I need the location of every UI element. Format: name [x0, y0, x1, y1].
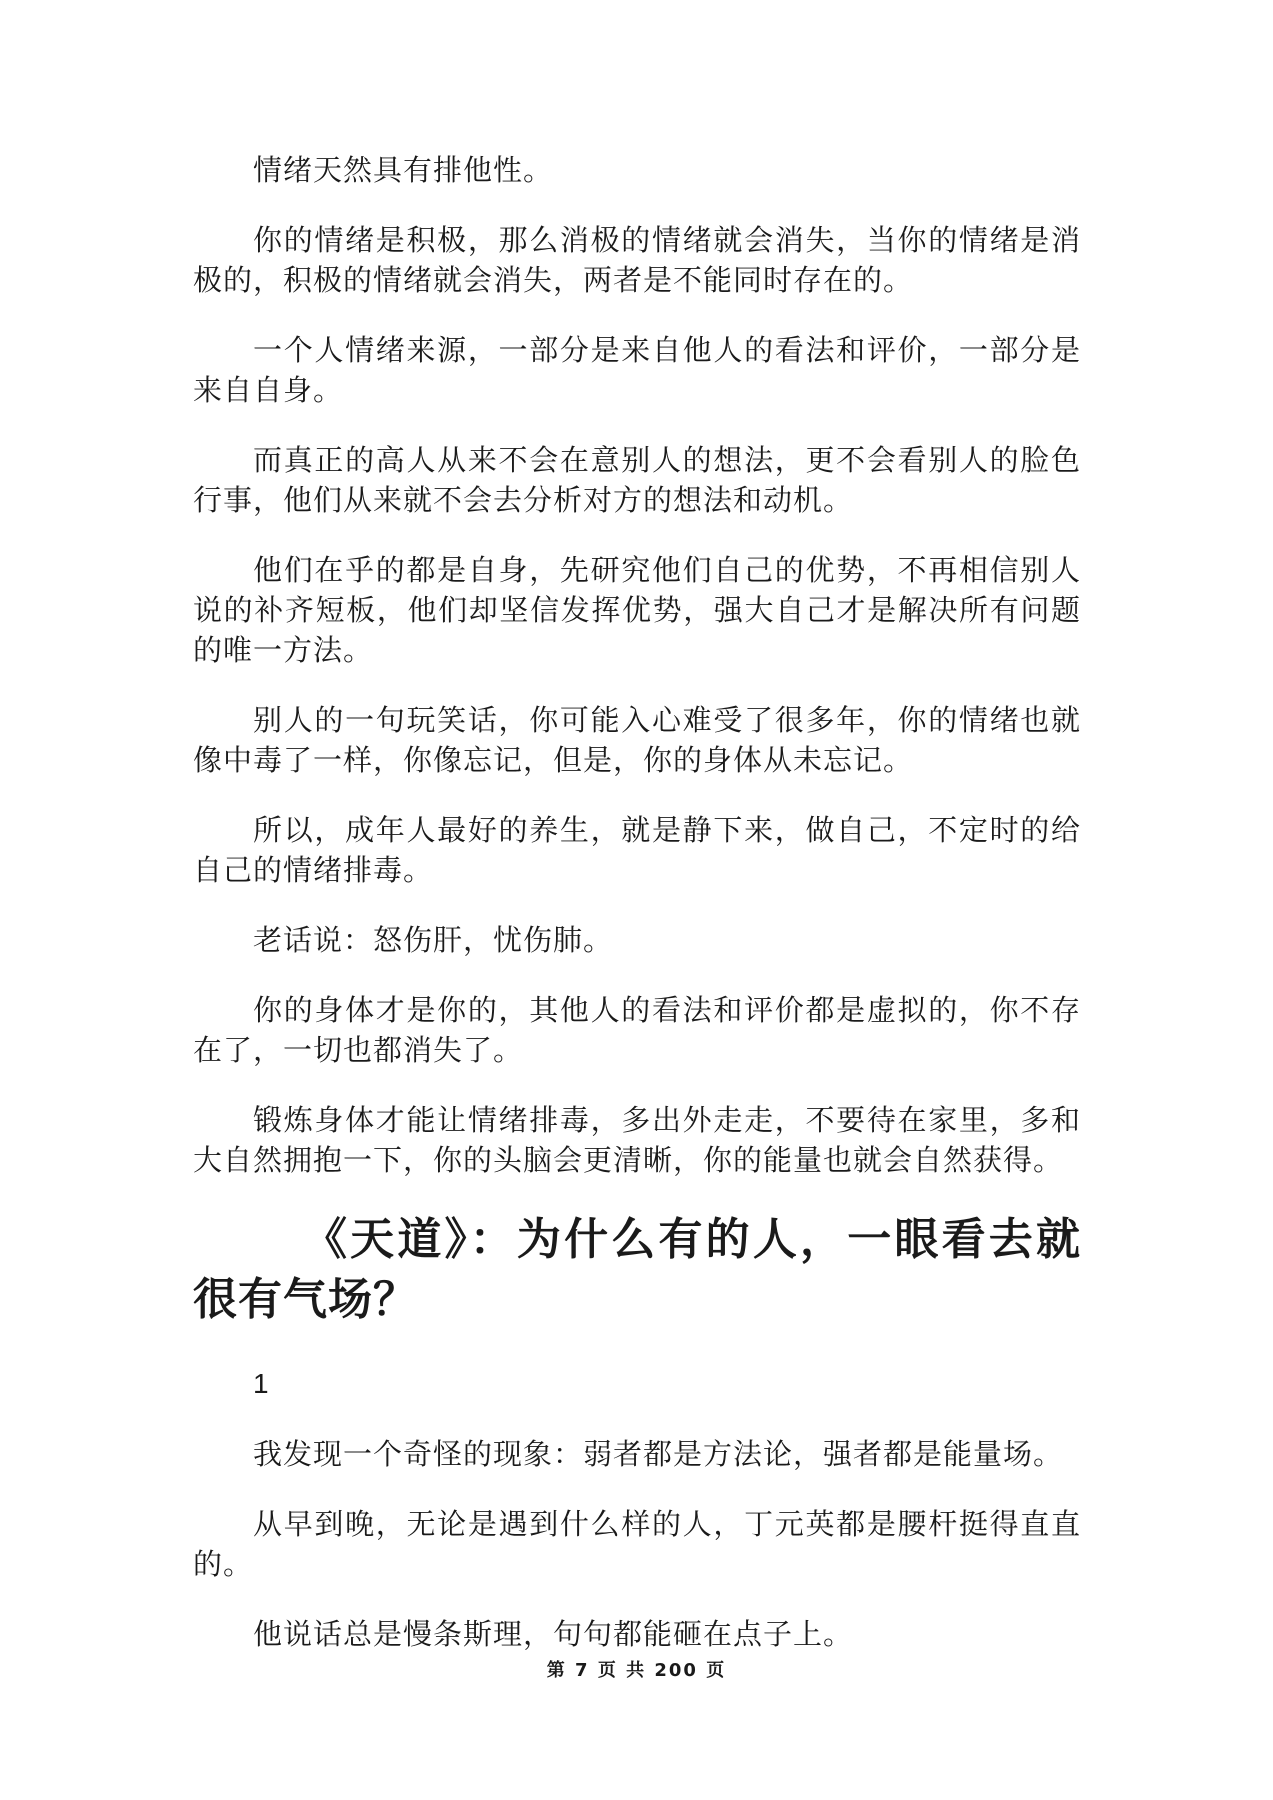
paragraph: 所以，成年人最好的养生，就是静下来，做自己，不定时的给自己的情绪排毒。 — [193, 813, 1081, 887]
document-page — [193, 150, 1081, 1684]
paragraph: 而真正的高人从来不会在意别人的想法，更不会看别人的脸色行事，他们从来就不会去分析对方的想法和动机。 — [193, 443, 1081, 517]
paragraph: 锻炼身体才能让情绪排毒，多出外走走，不要待在家里，多和大自然拥抱一下，你的头脑会更清晰，你的能量也就会自然获得。 — [193, 1103, 1081, 1177]
paragraph: 你的身体才是你的，其他人的看法和评价都是虚拟的，你不存在了，一切也都消失了。 — [193, 993, 1081, 1067]
paragraph: 你的情绪是积极，那么消极的情绪就会消失，当你的情绪是消极的，积极的情绪就会消失，两者是不能同时存在的。 — [193, 223, 1081, 297]
paragraph: 他说话总是慢条斯理，句句都能砸在点子上。 — [253, 1617, 854, 1651]
paragraph: 从早到晚，无论是遇到什么样的人，丁元英都是腰杆挺得直直的。 — [193, 1507, 1081, 1581]
paragraph: 老话说：怒伤肝，忧伤肺。 — [253, 923, 614, 957]
paragraph: 一个人情绪来源，一部分是来自他人的看法和评价，一部分是来自自身。 — [193, 333, 1081, 407]
page-footer: 第 7 页 共 200 页 — [546, 1660, 727, 1681]
section-number: 1 — [253, 1368, 269, 1399]
paragraph: 别人的一句玩笑话，你可能入心难受了很多年，你的情绪也就像中毒了一样，你像忘记，但是，你的身体从未忘记。 — [193, 703, 1081, 777]
paragraph: 我发现一个奇怪的现象：弱者都是方法论，强者都是能量场。 — [253, 1437, 1064, 1471]
paragraph: 他们在乎的都是自身，先研究他们自己的优势，不再相信别人说的补齐短板，他们却坚信发挥优势，强大自己才是解决所有问题的唯一方法。 — [193, 553, 1081, 667]
paragraph: 情绪天然具有排他性。 — [253, 153, 554, 187]
section-heading: 《天道》：为什么有的人，一眼看去就很有气场？ — [193, 1214, 1081, 1325]
